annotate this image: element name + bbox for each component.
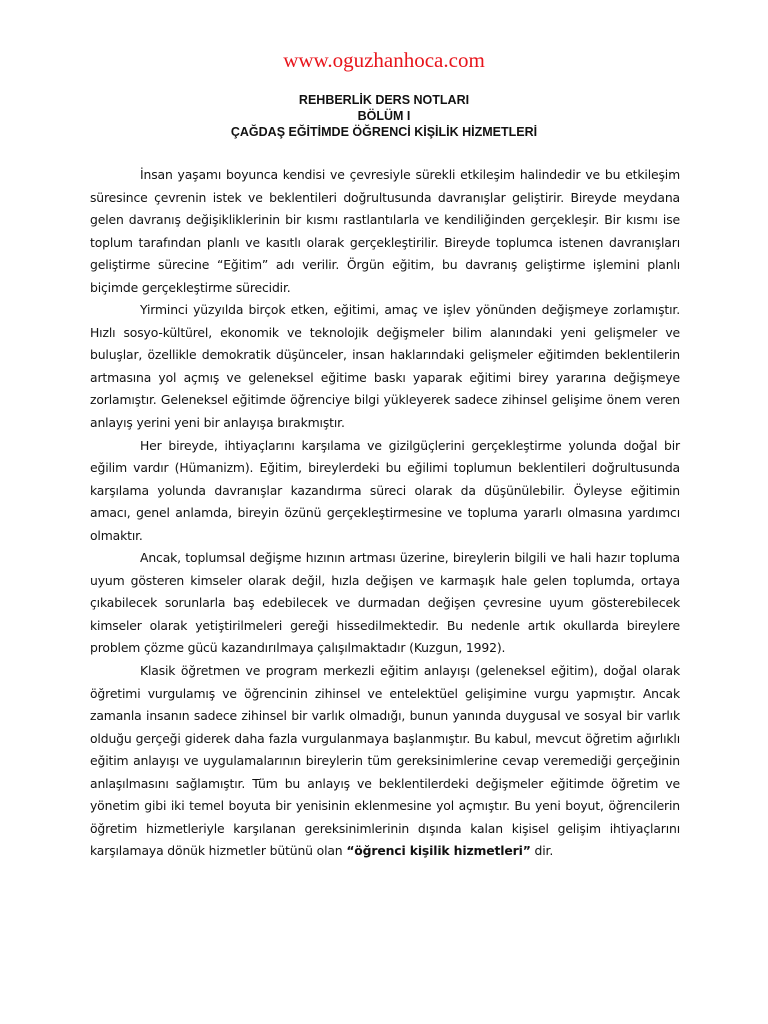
paragraph: Yirminci yüzyılda birçok etken, eğitimi, amaç ve işlev yönünden değişmeye zorlamıştır. Hızlı sosyo-kültürel, ekonomik ve teknolojik değişmeler bilim alanındaki yeni gelişmeler ve buluşlar, özellikle demokratik düşünceler, insan haklarındaki gelişmeler eğitimden beklentilerin artmasına yol açmış ve geleneksel eğitime baskı yaparak eğitimi birey yararına değişmeye zorlamıştır. Geleneksel eğitimde öğrenciye bilgi yükleyerek sadece zihinsel gelişime önem veren anlayış yerini yeni bir anlayışa bırakmıştır. (90, 302, 680, 431)
bold-term: “öğrenci kişilik hizmetleri” (346, 843, 531, 859)
heading-line-1: REHBERLİK DERS NOTLARI (298, 93, 470, 107)
paragraph (90, 660, 680, 863)
document-heading (0, 92, 768, 140)
closing-text: dir. (530, 843, 554, 859)
heading-line-3: ÇAĞDAŞ EĞİTİMDE ÖĞRENCİ KİŞİLİK HİZMETLERİ (230, 125, 538, 139)
site-url[interactable]: www.oguzhanhoca.com (283, 48, 485, 72)
paragraph-text: Klasik öğretmen ve program merkezli eğitim anlayışı (geleneksel eğitim), doğal olarak öğretimi vurgulamış ve öğrencinin zihinsel ve entelektüel gelişimine vurgu yapmıştır. Ancak zamanla insanın sadece zihinsel bir varlık olmadığı, bunun yanında duygusal ve sosyal bir varlık olduğu gerçeği giderek daha fazla vurgulanmaya başlanmıştır. Bu kabul, mevcut öğretim ağırlıklı eğitim anlayışı ve uygulamalarının bireylerin tüm gereksinimlerine cevap veremediği gerçeğinin anlaşılmasını sağlamıştır. Tüm bu anlayış ve beklentilerdeki değişmeler eğitimde öğretim ve yönetim gibi iki temel boyuta bir yenisinin eklenmesine yol açmıştır. Bu yeni boyut, öğrencilerin öğretim hizmetleriyle karşılanan gereksinimlerinin dışında kalan kişisel gelişim ihtiyaçlarını karşılamaya dönük hizmetler bütünü olan (90, 663, 680, 859)
heading-line-2: BÖLÜM I (357, 109, 411, 123)
paragraph: Her bireyde, ihtiyaçlarını karşılama ve gizilgüçlerini gerçekleştirme yolunda doğal bir eğilim vardır (Hümanizm). Eğitim, bireylerdeki bu eğilimi toplumun beklentileri doğrultusunda karşılama yolunda davranışlar kazandırma süreci olarak da düşünülebilir. Öyleyse eğitimin amacı, genel anlamda, bireyin özünü gerçekleştirmesine ve topluma yararlı olmasına yardımcı olmaktır. (90, 437, 680, 543)
paragraph: İnsan yaşamı boyunca kendisi ve çevresiyle sürekli etkileşim halindedir ve bu etkileşim süresince çevrenin istek ve beklentileri doğrultusunda davranışlar geliştirir. Bireyde meydana gelen davranış değişikliklerinin bir kısmı rastlantılarla ve kendiliğinden gerçekleşir. Bir kısmı ise toplum tarafından planlı ve kasıtlı olarak gerçekleştirilir. Bireyde toplumca istenen davranışları geliştirme sürecine “Eğitim” adı verilir. Örgün eğitim, bu davranış geliştirme işlemini planlı biçimde gerçekleştirme sürecidir. (90, 167, 680, 295)
paragraph: Ancak, toplumsal değişme hızının artması üzerine, bireylerin bilgili ve hali hazır topluma uyum gösteren kimseler olarak değil, hızla değişen ve karmaşık hale gelen toplumda, ortaya çıkabilecek sorunlarla baş edebilecek ve durmadan değişen çevresine uyum gösterebilecek kimseler olarak yetiştirilmeleri gereği hissedilmektedir. Bu nedenle artık okullarda bireylere problem çözme gücü kazandırılmaya çalışılmaktadır (Kuzgun, 1992). (90, 550, 680, 656)
body-text (90, 164, 680, 863)
